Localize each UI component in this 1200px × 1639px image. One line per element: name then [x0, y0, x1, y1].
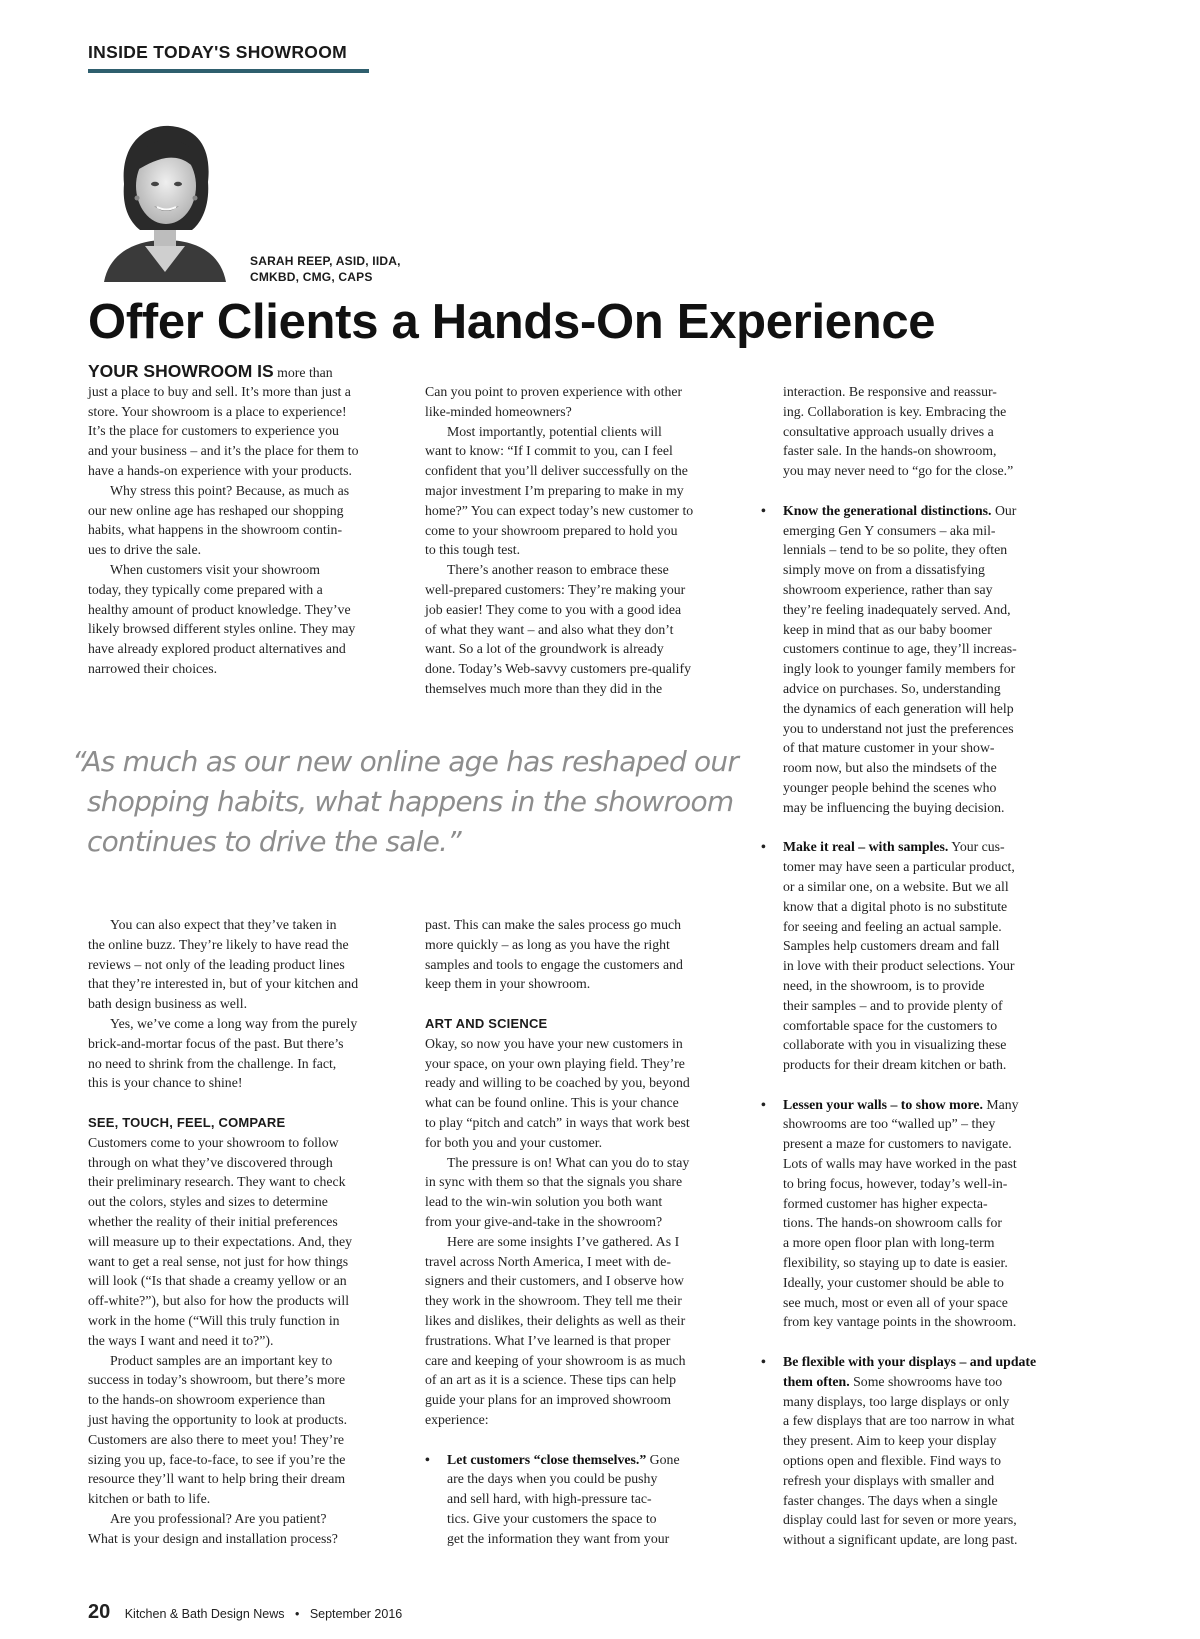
text-line: many displays, too large displays or only [783, 1393, 1010, 1409]
text-line: major investment I’m preparing to make in my [425, 482, 684, 498]
pull-quote-line: continues to drive the sale.” [87, 825, 461, 858]
text-line: will look (“Is that shade a creamy yellow or an [88, 1273, 347, 1289]
author-portrait [100, 122, 230, 282]
text-line: in love with their product selections. Your [783, 958, 1015, 974]
text-line: the ways I want and need it to?”). [88, 1332, 274, 1348]
pull-quote-line: “As much as our new online age has reshaped our [72, 745, 739, 778]
text-line: signers and their customers, and I observe how [425, 1273, 685, 1289]
text-line: just having the opportunity to look at products. [88, 1411, 348, 1427]
text-line: lennials – tend to be so polite, they often [783, 542, 1008, 558]
text-line: showroom experience, rather than say [783, 581, 993, 597]
bullet-item [425, 1450, 737, 1549]
text-line: the online buzz. They’re likely to have read the [88, 936, 349, 952]
text-line: to this tough test. [425, 542, 521, 558]
bullet-title: Be flexible with your displays – and update [783, 1354, 1037, 1370]
text-line: past. This can make the sales process go much [425, 917, 682, 932]
text-line: younger people behind the scenes who [783, 779, 997, 795]
text-line: for both you and your customer. [425, 1134, 603, 1150]
text-line: to play “pitch and catch” in ways that work best [425, 1114, 690, 1130]
text-line: they present. Aim to keep your display [783, 1433, 997, 1449]
bullet-item [761, 837, 1073, 1075]
text-line: frustrations. What I’ve learned is that proper [425, 1332, 671, 1348]
text-line: the dynamics of each generation will help [783, 700, 1014, 716]
text-line: Make it real – with samples. Your cus- [783, 839, 1005, 855]
text-line: It’s the place for customers to experience you [88, 423, 339, 439]
text-line: care and keeping of your showroom is as much [425, 1352, 686, 1368]
author-byline [250, 253, 401, 285]
lead-in: YOUR SHOWROOM IS [88, 361, 274, 381]
text-line: advice on purchases. So, understanding [783, 680, 1001, 696]
text-line: a few displays that are too narrow in what [783, 1413, 1015, 1429]
publication-name: Kitchen & Bath Design News [124, 1607, 285, 1621]
bullet-icon: • [425, 1451, 430, 1467]
text-line: brick-and-mortar focus of the past. But there’s [88, 1035, 344, 1051]
text-line: samples and tools to engage the customers and [425, 956, 683, 972]
text-line: YOUR SHOWROOM IS more than [88, 361, 333, 381]
text-line: Are you professional? Are you patient? [110, 1510, 327, 1526]
text-line: you to understand not just the preferences [783, 720, 1014, 736]
text-line: in sync with them so that the signals you share [425, 1174, 683, 1190]
text-line: have already explored product alternatives and [88, 641, 346, 657]
text-line: through on what they’ve discovered through [88, 1154, 333, 1170]
text-line: see much, most or even all of your space [783, 1294, 1008, 1310]
author-credentials-line2: CMKBD, CMG, CAPS [250, 270, 373, 284]
text-line: narrowed their choices. [88, 660, 218, 676]
text-line: Product samples are an important key to [110, 1352, 333, 1368]
text-line: kitchen or bath to life. [88, 1491, 211, 1507]
text-line: of that mature customer in your show- [783, 740, 995, 756]
subhead: SEE, TOUCH, FEEL, COMPARE [88, 1114, 286, 1130]
text-line: to the hands-on showroom experience than [88, 1392, 326, 1408]
text-line: customers continue to age, they’ll increas- [783, 641, 1017, 657]
text-line: tics. Give your customers the space to [447, 1510, 657, 1526]
text-line: Customers are also there to meet you! They’re [88, 1431, 345, 1447]
text-line: keep in mind that as our baby boomer [783, 621, 992, 637]
bullet-title: Let customers “close themselves.” [447, 1451, 647, 1467]
text-line: There’s another reason to embrace these [447, 562, 669, 578]
section-rule [88, 69, 369, 73]
text-line: Most importantly, potential clients will [447, 423, 662, 439]
text-line: resource they’ll want to help bring their dream [88, 1471, 346, 1487]
text-line: are the days when you could be pushy [447, 1471, 658, 1487]
pull-quote-line: shopping habits, what happens in the showroom [87, 785, 734, 818]
text-line: ingly look to younger family members for [783, 661, 1016, 677]
text-line: emerging Gen Y consumers – aka mil- [783, 522, 996, 538]
text-line: Why stress this point? Because, as much as [110, 482, 350, 498]
bullet-title: Make it real – with samples. [783, 839, 949, 855]
text-line: formed customer has higher expecta- [783, 1195, 988, 1211]
text-line: room now, but also the mindsets of the [783, 760, 997, 776]
text-line: out the colors, styles and sizes to determine [88, 1194, 328, 1210]
text-line: more quickly – as long as you have the right [425, 936, 670, 952]
text-line: come to your showroom prepared to hold you [425, 522, 678, 538]
bullet-item [761, 1352, 1073, 1550]
text-line: them often. Some showrooms have too [783, 1373, 1003, 1389]
column-1-bottom [88, 915, 400, 1549]
column-3 [761, 382, 1073, 1550]
text-line: well-prepared customers: They’re making your [425, 581, 686, 597]
text-line: want to get a real sense, not just for how things [88, 1253, 349, 1269]
text-line: You can also expect that they’ve taken in [110, 917, 337, 932]
text-line: tomer may have seen a particular product, [783, 859, 1015, 875]
text-line: what can be found online. This is your chance [425, 1095, 679, 1111]
text-line: want to know: “If I commit to you, can I feel [425, 443, 673, 459]
text-line: to bring focus, however, today’s well-in- [783, 1175, 1008, 1191]
bullet-icon: • [761, 502, 766, 518]
text-line: they work in the showroom. They tell me their [425, 1293, 682, 1309]
text-line: work in the home (“Will this truly function in [88, 1312, 340, 1328]
page-number: 20 [88, 1601, 111, 1623]
column-2-top [425, 382, 737, 699]
text-line: our new online age has reshaped our shopping [88, 502, 344, 518]
text-line: present a maze for customers to navigate. [783, 1136, 1012, 1152]
bullet-icon: • [761, 1354, 766, 1370]
text-line: job easier! They come to you with a good idea [425, 601, 682, 617]
text-line: Know the generational distinctions. Our [783, 502, 1017, 518]
text-line: from your give-and-take in the showroom? [425, 1213, 663, 1229]
pull-quote [72, 742, 739, 862]
bullet-title: Know the generational distinctions. [783, 502, 992, 518]
text-line: display could last for seven or more years, [783, 1512, 1017, 1528]
text-line: success in today’s showroom, but there’s more [88, 1372, 346, 1388]
bullet-title: them often. [783, 1373, 850, 1389]
text-line: have a hands-on experience with your products. [88, 462, 352, 478]
text-line: Yes, we’ve come a long way from the purely [110, 1015, 358, 1031]
text-line: Okay, so now you have your new customers in [425, 1035, 683, 1051]
text-line: a more open floor plan with long-term [783, 1235, 995, 1251]
text-line: interaction. Be responsive and reassur- [783, 384, 997, 399]
text-line: Can you point to proven experience with other [425, 384, 683, 399]
text-line: healthy amount of product knowledge. They’ve [88, 601, 351, 617]
text-line: without a significant update, are long past. [783, 1532, 1018, 1548]
text-line: today, they typically come prepared with a [88, 581, 323, 597]
text-line: want. So a lot of the groundwork is already [425, 641, 664, 657]
text-line: products for their dream kitchen or bath. [783, 1057, 1007, 1073]
text-line: travel across North America, I meet with de- [425, 1253, 671, 1269]
text-line: Let customers “close themselves.” Gone [447, 1451, 680, 1467]
bullet-icon: • [761, 839, 766, 855]
text-line: their preliminary research. They want to check [88, 1174, 346, 1190]
text-line: for seeing and feeling an actual sample. [783, 918, 1002, 934]
text-line: may be influencing the buying decision. [783, 799, 1005, 815]
text-line: faster changes. The days when a single [783, 1492, 998, 1508]
column-1-top [88, 362, 400, 679]
text-line: their samples – and to provide plenty of [783, 997, 1003, 1013]
text-line: habits, what happens in the showroom contin- [88, 522, 343, 538]
text-line: off-white?”), but also for how the products will [88, 1293, 350, 1309]
text-line: comfortable space for the customers to [783, 1017, 998, 1033]
bullet-item [761, 1095, 1073, 1333]
text-line: themselves much more than they did in the [425, 680, 663, 696]
text-line: Lots of walls may have worked in the past [783, 1156, 1017, 1172]
text-line: Samples help customers dream and fall [783, 938, 1000, 954]
text-line: sizing you up, face-to-face, to see if you’re the [88, 1451, 346, 1467]
text-line: keep them in your showroom. [425, 976, 591, 992]
text-line: Ideally, your customer should be able to [783, 1274, 1004, 1290]
text-line: this is your chance to shine! [88, 1075, 243, 1091]
text-line: need, in the showroom, is to provide [783, 977, 985, 993]
subhead: ART AND SCIENCE [425, 1015, 548, 1031]
text-line: showrooms are too “walled up” – they [783, 1116, 996, 1132]
text-line: lead to the win-win solution you both want [425, 1194, 663, 1210]
section-label: INSIDE TODAY'S SHOWROOM [88, 42, 348, 62]
text-line: that they’re interested in, but of your kitchen and [88, 976, 359, 992]
text-line: Here are some insights I’ve gathered. As I [447, 1233, 680, 1249]
bullet-title: Lessen your walls – to show more. [783, 1096, 983, 1112]
issue-date: September 2016 [309, 1607, 403, 1621]
text-line: and sell hard, with high-pressure tac- [447, 1491, 652, 1507]
text-line: faster sale. In the hands-on showroom, [783, 443, 997, 459]
text-line: guide your plans for an improved showroom [425, 1392, 671, 1408]
text-line: they’re feeling inadequately served. And, [783, 601, 1011, 617]
text-line: ready and willing to be coached by you, beyond [425, 1075, 690, 1091]
separator-dot: • [294, 1607, 300, 1621]
text-line: reviews – not only of the leading product lines [88, 956, 345, 972]
text-line: What is your design and installation process? [88, 1530, 338, 1546]
text-line: flexibility, so staying up to date is easier. [783, 1255, 1008, 1271]
text-line: consultative approach usually drives a [783, 423, 994, 439]
bullet-icon: • [761, 1096, 766, 1112]
text-line: no need to shrink from the challenge. In fact, [88, 1055, 337, 1071]
text-line: likely browsed different styles online. They may [88, 621, 356, 637]
text-line: bath design business as well. [88, 996, 248, 1012]
text-line: collaborate with you in visualizing these [783, 1037, 1007, 1053]
text-line: get the information they want from your [447, 1530, 670, 1546]
text-line: just a place to buy and sell. It’s more than just a [88, 383, 351, 399]
text-line: likes and dislikes, their delights as well as their [425, 1312, 686, 1328]
text-line: or a similar one, on a website. But we all [783, 878, 1009, 894]
text-line: Lessen your walls – to show more. Many [783, 1096, 1019, 1112]
author-credentials-line1: SARAH REEP, ASID, IIDA, [250, 254, 401, 268]
text-line: you may never need to “go for the close.” [783, 463, 1014, 479]
text-line: like-minded homeowners? [425, 403, 572, 419]
text-line: store. Your showroom is a place to experience! [88, 403, 347, 419]
text-line: ues to drive the sale. [88, 542, 202, 558]
text-line: home?” You can expect today’s new customer to [425, 502, 694, 518]
text-line: done. Today’s Web-savvy customers pre-qualify [425, 661, 692, 677]
page-footer [88, 1601, 402, 1624]
bullet-item [761, 501, 1073, 818]
text-line: whether the reality of their initial preferences [88, 1213, 338, 1229]
text-line: refresh your displays with smaller and [783, 1472, 995, 1488]
text-line: experience: [425, 1411, 489, 1427]
text-line: When customers visit your showroom [110, 561, 320, 577]
text-line: know that a digital photo is no substitute [783, 898, 1008, 914]
text-line: and your business – and it’s the place for them to [88, 443, 359, 459]
text-line: ing. Collaboration is key. Embracing the [783, 403, 1007, 419]
text-line: The pressure is on! What can you do to stay [447, 1154, 690, 1170]
text-line: from key vantage points in the showroom. [783, 1314, 1017, 1330]
text-line: confident that you’ll deliver successfully on the [425, 463, 688, 479]
text-line: will measure up to their expectations. And, they [88, 1233, 352, 1249]
text-line: of what they want – and also what they don’t [425, 621, 674, 637]
column-2-bottom [425, 915, 737, 1549]
text-line: options open and flexible. Find ways to [783, 1453, 1002, 1469]
text-line: tions. The hands-on showroom calls for [783, 1215, 1002, 1231]
text-line: of an art as it is a science. These tips can help [425, 1372, 677, 1388]
text-line: simply move on from a dissatisfying [783, 562, 985, 578]
text-line: your space, on your own playing field. They’re [425, 1055, 685, 1071]
text-line: Customers come to your showroom to follow [88, 1134, 339, 1150]
article-headline: Offer Clients a Hands-On Experience [88, 295, 936, 349]
